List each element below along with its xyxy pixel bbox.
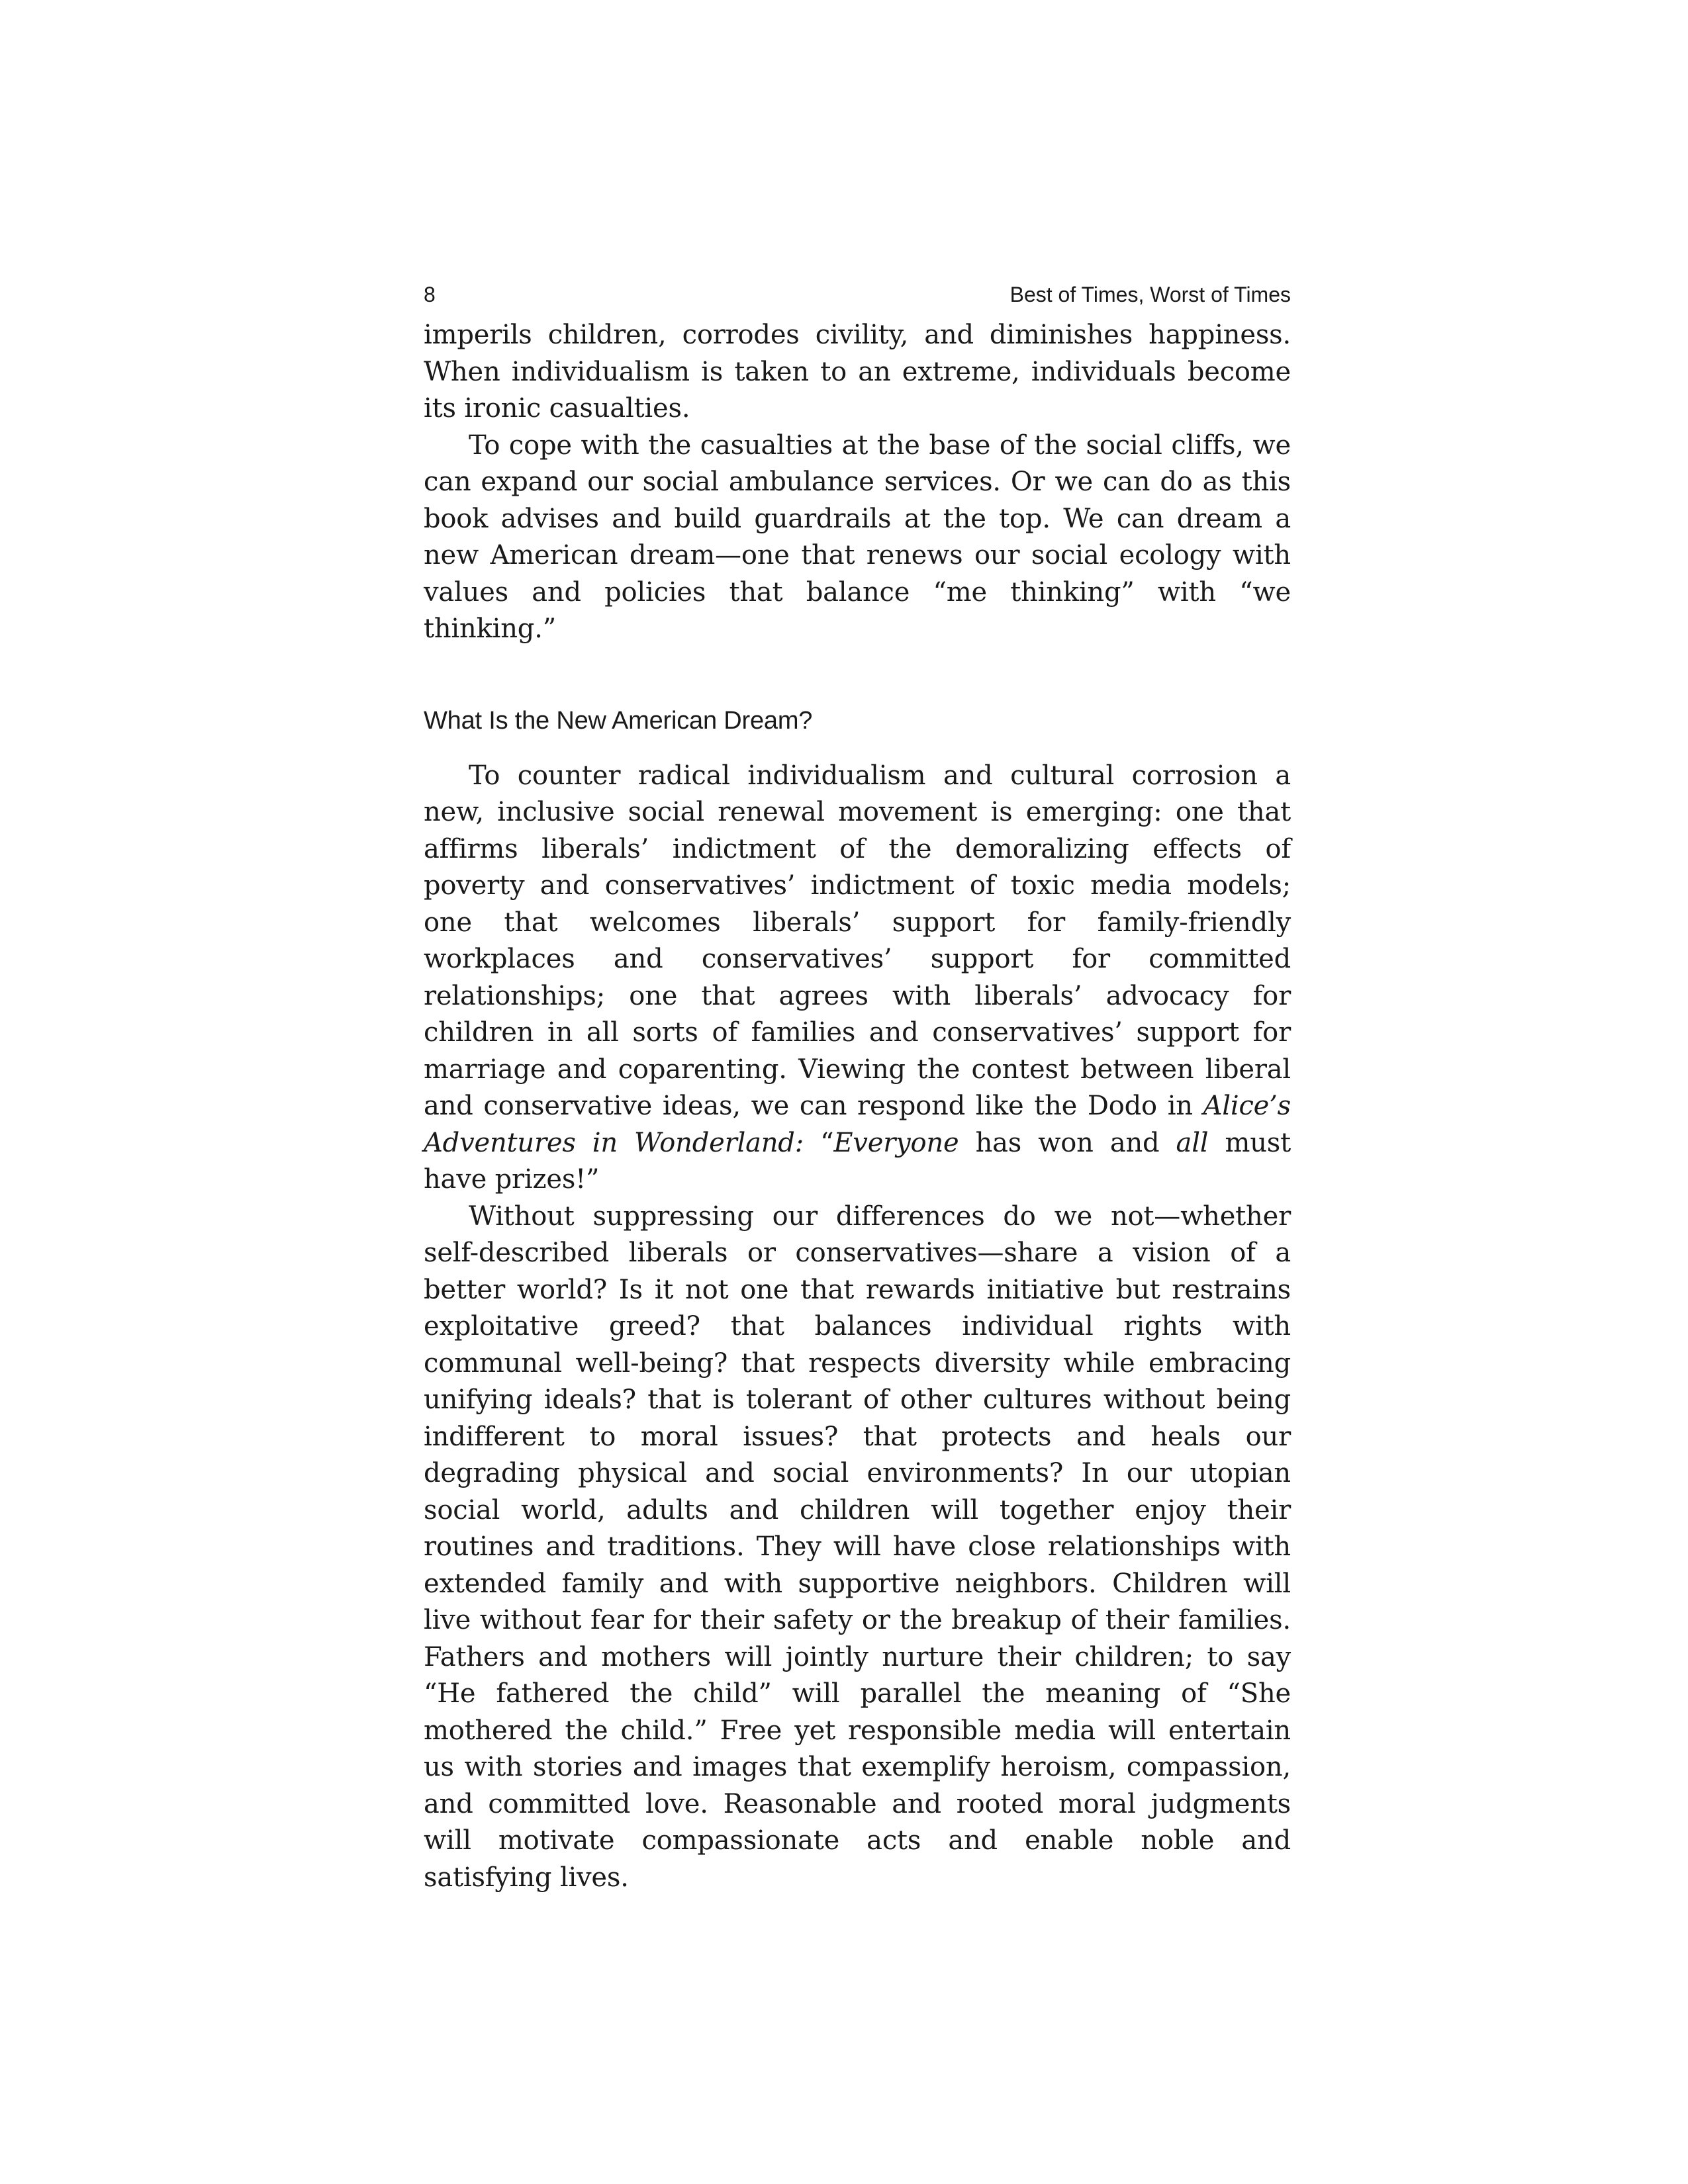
paragraph-better-world: Without suppressing our differences do we not—whether self-described liberals or conservatives—share a vision of a better world? Is it not one that rewards initiative but restrains exploitative greed? that balances individual rights with communal well-being? that respects diversity while embracing unifying ideals? that is tolerant of other cultures without being indifferent to moral issues? that protects and heals our degrading physical and social environments? In our utopian social world, adults and children will together enjoy their routines and traditions. They will have close relationships with extended family and with supportive neighbors. Children will live without fear for their safety or the breakup of their families. Fathers and mothers will jointly nurture their children; to say “He fathered the child” will parallel the meaning of “She mothered the child.” Free yet responsible media will entertain us with stories and images that exemplify heroism, compassion, and committed love. Reasonable and rooted moral judgments will motivate compassionate acts and enable noble and satisfying lives. [424,1201,1291,1893]
book-title-alice: Alice’s Adventures in Wonderland: [424,1091,1291,1158]
emphasis-all: all [1176,1127,1209,1158]
section-heading: What Is the New American Dream? [424,706,813,735]
quote-end: must have prizes!” [424,1127,1291,1195]
quote-open: “ [803,1127,834,1158]
paragraph-continued: imperils children, corrodes civility, and diminishes happiness. When individualism is taken to an extreme, individuals become its ironic casualties. [424,320,1291,424]
quote-middle: has won and [959,1127,1176,1158]
running-title: Best of Times, Worst of Times [1009,283,1291,306]
emphasis-everyone: Everyone [833,1127,959,1158]
page-number: 8 [424,283,436,306]
book-page [424,281,1291,1896]
running-head [424,281,1291,314]
paragraph-renewal-text: To counter radical individualism and cultural corrosion a new, inclusive social renewal movement is emerging: one that affirms liberals’ indictment of the demoralizing effects of poverty and conservatives’ indictment of toxic media models; one that welcomes liberals’ support for family-friendly workplaces and conservatives’ support for committed relationships; one that agrees with liberals’ advocacy for children in all sorts of families and conservatives’ support for marriage and coparenting. Viewing the contest between liberal and conservative ideas, we can respond like the Dodo in [424,760,1291,1121]
paragraph-renewal-movement [424,758,1291,1199]
body-text [424,317,1291,1896]
paragraph-ambulance: To cope with the casualties at the base of the social cliffs, we can expand our social ambulance services. Or we can do as this book advises and build guardrails at the top. We can dream a new American dream—one that renews our social ecology with values and policies that balance “me thinking” with “we thinking.” [424,430,1291,644]
